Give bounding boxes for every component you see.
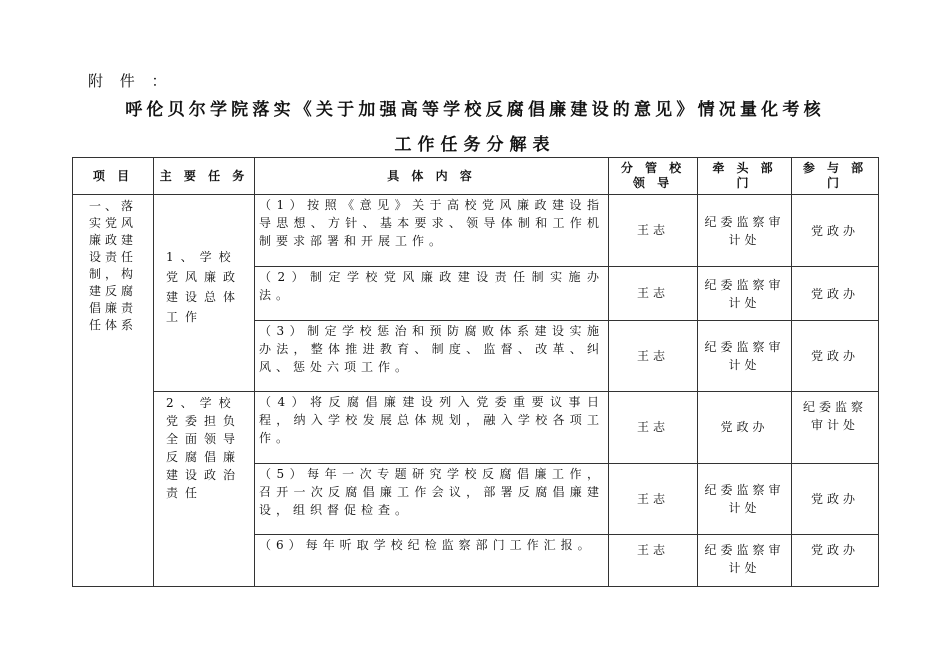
table-header-row <box>73 158 879 195</box>
partner-dept-cell: 党政办 <box>792 321 879 392</box>
partner-dept-cell: 党政办 <box>792 267 879 321</box>
document-title-line2: 工作任务分解表 <box>394 135 556 155</box>
task-breakdown-table <box>72 157 879 587</box>
content-cell: （4）将反腐倡廉建设列入党委重要议事日程，纳入学校发展总体规划，融入学校各项工作。 <box>255 392 609 464</box>
table-row <box>73 195 879 267</box>
content-cell: （6）每年听取学校纪检监察部门工作汇报。 <box>255 535 609 587</box>
content-cell: （3）制定学校惩治和预防腐败体系建设实施办法，整体推进教育、制度、监督、改革、纠风、惩处六项工作。 <box>255 321 609 392</box>
content-cell: （1）按照《意见》关于高校党风廉政建设指导思想、方针、基本要求、领导体制和工作机制要求部署和开展工作。 <box>255 195 609 267</box>
lead-dept-cell: 纪委监察审计处 <box>698 267 792 321</box>
leader-cell: 王志 <box>609 195 698 267</box>
leader-cell: 王志 <box>609 392 698 464</box>
partner-dept-cell: 党政办 <box>792 195 879 267</box>
header-task: 主 要 任 务 <box>154 158 255 195</box>
item-cell: 一、落实党风廉政建设责任制，构建反腐倡廉责任体系 <box>73 195 154 587</box>
task-cell: 1、学校党风廉政建设总体工作 <box>154 195 255 392</box>
partner-dept-cell: 纪委监察审计处 <box>792 392 879 464</box>
header-leader: 分 管 校 领 导 <box>609 158 698 195</box>
attachment-label: 附 件 ： <box>88 72 173 90</box>
leader-cell: 王志 <box>609 321 698 392</box>
lead-dept-cell: 纪委监察审计处 <box>698 195 792 267</box>
header-content: 具 体 内 容 <box>255 158 609 195</box>
task-cell: 2、学校党委担负全面领导反腐倡廉建设政治责任 <box>154 392 255 587</box>
document-title-line1: 呼伦贝尔学院落实《关于加强高等学校反腐倡廉建设的意见》情况量化考核 <box>125 100 825 120</box>
leader-cell: 王志 <box>609 464 698 535</box>
header-item: 项 目 <box>73 158 154 195</box>
header-partner-dept: 参 与 部 门 <box>792 158 879 195</box>
lead-dept-cell: 纪委监察审计处 <box>698 321 792 392</box>
lead-dept-cell: 纪委监察审计处 <box>698 464 792 535</box>
lead-dept-cell: 党政办 <box>698 392 792 464</box>
lead-dept-cell: 纪委监察审计处 <box>698 535 792 587</box>
content-cell: （5）每年一次专题研究学校反腐倡廉工作，召开一次反腐倡廉工作会议，部署反腐倡廉建设，组织督促检查。 <box>255 464 609 535</box>
leader-cell: 王志 <box>609 535 698 587</box>
leader-cell: 王志 <box>609 267 698 321</box>
table-row <box>73 392 879 464</box>
partner-dept-cell: 党政办 <box>792 464 879 535</box>
header-lead-dept: 牵 头 部 门 <box>698 158 792 195</box>
content-cell: （2）制定学校党风廉政建设责任制实施办法。 <box>255 267 609 321</box>
partner-dept-cell: 党政办 <box>792 535 879 587</box>
